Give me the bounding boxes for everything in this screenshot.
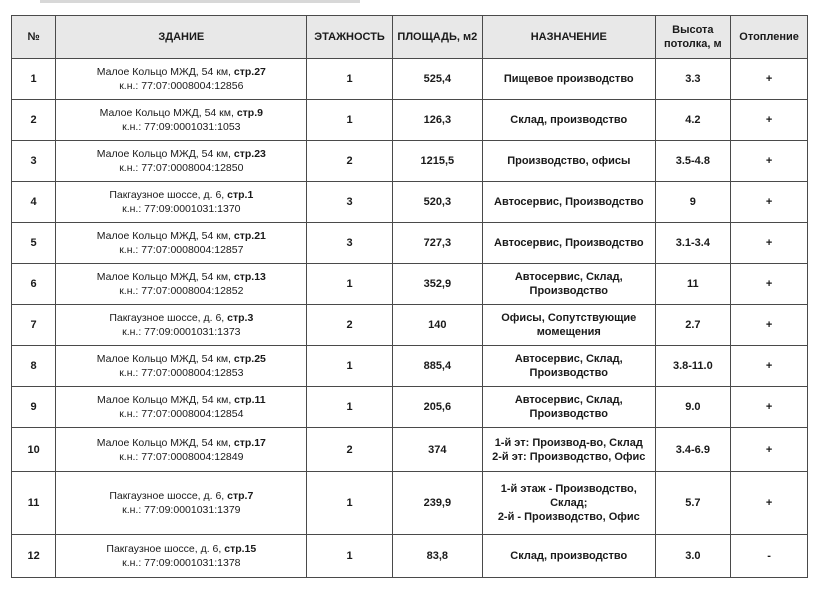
building-structure: стр.17 bbox=[233, 436, 266, 449]
heating-cell: + bbox=[731, 264, 808, 305]
ceiling-height-cell: 3.3 bbox=[655, 59, 731, 100]
cadastral-number: к.н.: 77:07:0008004:12854 bbox=[119, 408, 244, 420]
building-structure: стр.21 bbox=[233, 230, 266, 242]
heating-cell: + bbox=[731, 100, 808, 141]
purpose-line-1: Склад, производство bbox=[510, 550, 628, 562]
area-cell: 1215,5 bbox=[392, 141, 482, 182]
table-row bbox=[12, 182, 808, 223]
table-row bbox=[12, 141, 808, 182]
heating-cell: + bbox=[731, 346, 808, 387]
area-cell: 126,3 bbox=[392, 100, 482, 141]
building-cell bbox=[56, 387, 307, 428]
building-address: Малое Кольцо МЖД, 54 км, bbox=[96, 230, 231, 242]
purpose-cell bbox=[483, 264, 655, 305]
ceiling-height-cell: 3.4-6.9 bbox=[655, 428, 731, 472]
row-number: 11 bbox=[12, 472, 56, 535]
purpose-cell bbox=[483, 428, 655, 472]
building-structure: стр.15 bbox=[224, 543, 257, 555]
building-cell bbox=[56, 305, 307, 346]
building-cell bbox=[56, 141, 307, 182]
purpose-cell bbox=[483, 141, 655, 182]
area-cell: 374 bbox=[392, 428, 482, 472]
building-address: Пакгаузное шоссе, д. 6, bbox=[109, 490, 225, 502]
heating-cell: + bbox=[731, 141, 808, 182]
table-row bbox=[12, 305, 808, 346]
purpose-cell bbox=[483, 100, 655, 141]
table-row bbox=[12, 387, 808, 428]
table-row bbox=[12, 264, 808, 305]
floors-cell: 1 bbox=[307, 346, 392, 387]
row-number: 4 bbox=[12, 182, 56, 223]
floors-cell: 3 bbox=[307, 223, 392, 264]
row-number: 7 bbox=[12, 305, 56, 346]
building-cell bbox=[56, 346, 307, 387]
floors-cell: 3 bbox=[307, 182, 392, 223]
area-cell: 140 bbox=[392, 305, 482, 346]
purpose-line-1: Автосервис, Склад, Производство bbox=[514, 353, 623, 379]
row-number: 8 bbox=[12, 346, 56, 387]
cadastral-number: к.н.: 77:09:0001031:1379 bbox=[122, 504, 241, 516]
table-row bbox=[12, 472, 808, 535]
floors-cell: 1 bbox=[307, 472, 392, 535]
purpose-line-1: 1-й эт: Производ-во, Склад bbox=[494, 436, 643, 449]
ceiling-height-cell: 2.7 bbox=[655, 305, 731, 346]
top-edge-strip bbox=[40, 0, 360, 3]
cadastral-number: к.н.: 77:07:0008004:12853 bbox=[119, 367, 244, 379]
purpose-line-2: момещения bbox=[536, 326, 601, 338]
building-address-line bbox=[97, 394, 266, 406]
heating-cell: + bbox=[731, 428, 808, 472]
building-structure: стр.1 bbox=[227, 189, 254, 201]
building-address: Малое Кольцо МЖД, 54 км, bbox=[96, 271, 231, 283]
header-area: ПЛОЩАДЬ, м2 bbox=[392, 16, 482, 59]
ceiling-height-cell: 3.5-4.8 bbox=[655, 141, 731, 182]
header-floors: ЭТАЖНОСТЬ bbox=[307, 16, 392, 59]
cadastral-number: к.н.: 77:09:0001031:1373 bbox=[122, 326, 241, 338]
area-cell: 520,3 bbox=[392, 182, 482, 223]
header-height: Высота потолка, м bbox=[655, 16, 731, 59]
building-structure: стр.25 bbox=[233, 353, 266, 365]
cadastral-number: к.н.: 77:07:0008004:12856 bbox=[119, 80, 244, 92]
purpose-cell bbox=[483, 535, 655, 578]
row-number: 2 bbox=[12, 100, 56, 141]
cadastral-number: к.н.: 77:09:0001031:1378 bbox=[122, 557, 241, 569]
purpose-line-1: Автосервис, Склад, Производство bbox=[514, 271, 623, 297]
ceiling-height-cell: 3.0 bbox=[655, 535, 731, 578]
area-cell: 525,4 bbox=[392, 59, 482, 100]
purpose-cell bbox=[483, 305, 655, 346]
purpose-line-1: Автосервис, Склад, Производство bbox=[514, 394, 623, 420]
table-row bbox=[12, 535, 808, 578]
floors-cell: 1 bbox=[307, 387, 392, 428]
building-cell bbox=[56, 100, 307, 141]
building-address-line bbox=[97, 66, 266, 78]
area-cell: 352,9 bbox=[392, 264, 482, 305]
building-address-line bbox=[97, 148, 266, 160]
floors-cell: 2 bbox=[307, 141, 392, 182]
ceiling-height-cell: 3.1-3.4 bbox=[655, 223, 731, 264]
ceiling-height-cell: 9 bbox=[655, 182, 731, 223]
purpose-line-1: Пищевое производство bbox=[503, 73, 634, 85]
purpose-cell bbox=[483, 223, 655, 264]
table-header-row bbox=[12, 16, 808, 59]
floors-cell: 1 bbox=[307, 100, 392, 141]
header-building: ЗДАНИЕ bbox=[56, 16, 307, 59]
building-cell bbox=[56, 264, 307, 305]
floors-cell: 1 bbox=[307, 535, 392, 578]
building-structure: стр.3 bbox=[227, 312, 254, 324]
row-number: 1 bbox=[12, 59, 56, 100]
heating-cell: + bbox=[731, 182, 808, 223]
building-cell bbox=[56, 472, 307, 535]
floors-cell: 1 bbox=[307, 264, 392, 305]
building-structure: стр.23 bbox=[233, 148, 266, 160]
purpose-cell bbox=[483, 59, 655, 100]
building-address-line bbox=[97, 353, 266, 365]
cadastral-number: к.н.: 77:07:0008004:12857 bbox=[119, 244, 244, 256]
purpose-line-1: 1-й этаж - Производство, Склад; bbox=[500, 483, 637, 509]
building-structure: стр.9 bbox=[236, 107, 263, 119]
row-number: 12 bbox=[12, 535, 56, 578]
building-address: Малое Кольцо МЖД, 54 км, bbox=[96, 353, 231, 365]
building-structure: стр.13 bbox=[233, 271, 266, 283]
table-row bbox=[12, 346, 808, 387]
building-address-line bbox=[109, 189, 253, 201]
header-purpose: НАЗНАЧЕНИЕ bbox=[483, 16, 655, 59]
floors-cell: 1 bbox=[307, 59, 392, 100]
row-number: 5 bbox=[12, 223, 56, 264]
purpose-line-1: Офисы, Сопутствующие bbox=[501, 312, 637, 324]
ceiling-height-cell: 9.0 bbox=[655, 387, 731, 428]
ceiling-height-cell: 4.2 bbox=[655, 100, 731, 141]
building-address-line bbox=[97, 230, 266, 242]
ceiling-height-cell: 11 bbox=[655, 264, 731, 305]
building-address: Пакгаузное шоссе, д. 6, bbox=[106, 543, 222, 555]
building-cell bbox=[56, 59, 307, 100]
heating-cell: + bbox=[731, 305, 808, 346]
row-number: 9 bbox=[12, 387, 56, 428]
cadastral-number: к.н.: 77:09:0001031:1370 bbox=[122, 203, 241, 215]
purpose-line-1: Автосервис, Производство bbox=[494, 196, 644, 208]
building-address-line bbox=[109, 312, 253, 324]
buildings-table bbox=[11, 15, 808, 578]
building-address-line bbox=[100, 107, 263, 119]
floors-cell: 2 bbox=[307, 305, 392, 346]
area-cell: 205,6 bbox=[392, 387, 482, 428]
area-cell: 727,3 bbox=[392, 223, 482, 264]
building-address: Малое Кольцо МЖД, 54 км, bbox=[96, 148, 231, 160]
heating-cell: + bbox=[731, 223, 808, 264]
table-row bbox=[12, 428, 808, 472]
floors-cell: 2 bbox=[307, 428, 392, 472]
area-cell: 83,8 bbox=[392, 535, 482, 578]
area-cell: 885,4 bbox=[392, 346, 482, 387]
purpose-line-2: 2-й эт: Производство, Офис bbox=[492, 450, 646, 463]
table-row bbox=[12, 223, 808, 264]
heating-cell: + bbox=[731, 387, 808, 428]
purpose-cell bbox=[483, 472, 655, 535]
building-address: Пакгаузное шоссе, д. 6, bbox=[109, 189, 225, 201]
row-number: 10 bbox=[12, 428, 56, 472]
building-address-line bbox=[97, 271, 266, 283]
building-structure: стр.27 bbox=[233, 66, 266, 78]
building-address: Малое Кольцо МЖД, 54 км, bbox=[96, 66, 231, 78]
cadastral-number: к.н.: 77:07:0008004:12850 bbox=[119, 162, 244, 174]
building-address: Малое Кольцо МЖД, 54 км, bbox=[97, 394, 232, 406]
cadastral-number: к.н.: 77:07:0008004:12852 bbox=[119, 285, 244, 297]
heating-cell: - bbox=[731, 535, 808, 578]
purpose-line-2: 2-й - Производство, Офис bbox=[497, 511, 640, 523]
purpose-line-1: Склад, производство bbox=[510, 114, 628, 126]
purpose-cell bbox=[483, 346, 655, 387]
header-num: № bbox=[12, 16, 56, 59]
table-row bbox=[12, 100, 808, 141]
building-address: Малое Кольцо МЖД, 54 км, bbox=[96, 436, 231, 449]
purpose-line-1: Автосервис, Производство bbox=[494, 237, 644, 249]
building-cell bbox=[56, 428, 307, 472]
header-heating: Отопление bbox=[731, 16, 808, 59]
building-cell bbox=[56, 535, 307, 578]
heating-cell: + bbox=[731, 59, 808, 100]
building-cell bbox=[56, 182, 307, 223]
building-cell bbox=[56, 223, 307, 264]
ceiling-height-cell: 5.7 bbox=[655, 472, 731, 535]
building-structure: стр.11 bbox=[234, 394, 266, 406]
purpose-cell bbox=[483, 182, 655, 223]
building-structure: стр.7 bbox=[227, 490, 254, 502]
area-cell: 239,9 bbox=[392, 472, 482, 535]
building-address-line bbox=[106, 543, 256, 555]
purpose-cell bbox=[483, 387, 655, 428]
building-address: Малое Кольцо МЖД, 54 км, bbox=[99, 107, 234, 119]
building-address: Пакгаузное шоссе, д. 6, bbox=[109, 312, 225, 324]
purpose-line-1: Производство, офисы bbox=[507, 155, 631, 167]
row-number: 3 bbox=[12, 141, 56, 182]
row-number: 6 bbox=[12, 264, 56, 305]
ceiling-height-cell: 3.8-11.0 bbox=[655, 346, 731, 387]
cadastral-number: к.н.: 77:07:0008004:12849 bbox=[119, 450, 244, 463]
cadastral-number: к.н.: 77:09:0001031:1053 bbox=[122, 121, 241, 133]
buildings-table-container bbox=[11, 15, 808, 578]
building-address-line bbox=[97, 437, 266, 449]
building-address-line bbox=[109, 490, 253, 502]
table-row bbox=[12, 59, 808, 100]
heating-cell: + bbox=[731, 472, 808, 535]
